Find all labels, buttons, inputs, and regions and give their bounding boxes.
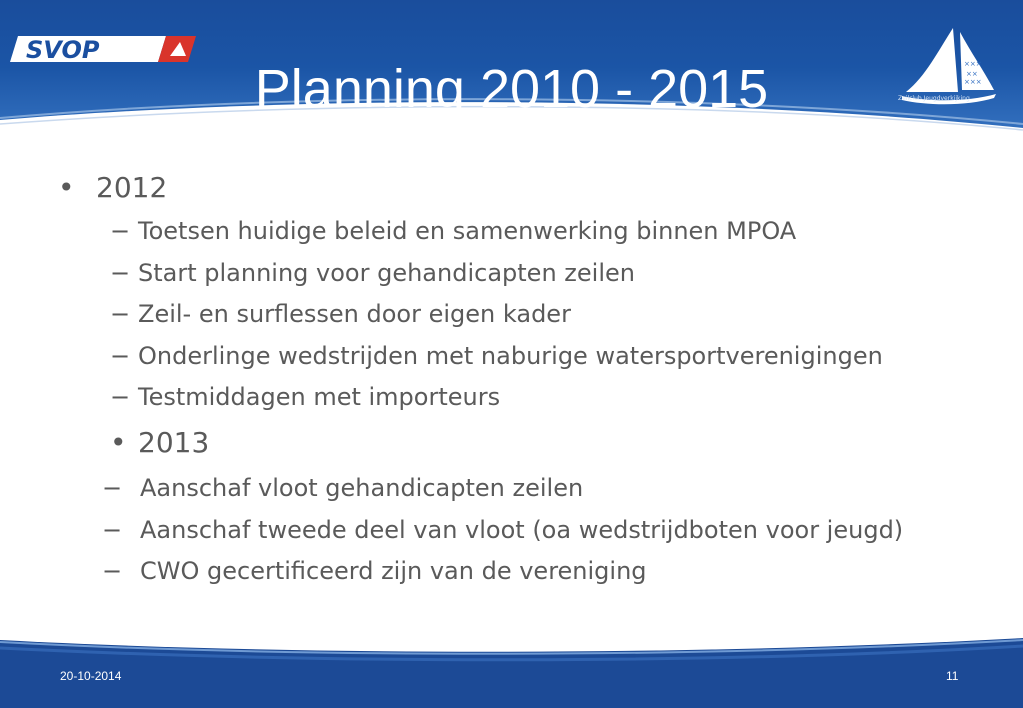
page-number: 11 bbox=[946, 669, 959, 683]
list-item-text: Start planning voor gehandicapten zeilen bbox=[138, 259, 635, 287]
page-title: Planning 2010 - 2015 bbox=[254, 59, 769, 119]
bullet-marker: • bbox=[58, 171, 75, 204]
list-item bbox=[110, 426, 209, 459]
dash-marker: − bbox=[102, 557, 123, 585]
list-item-text: CWO gecertificeerd zijn van de vereniging bbox=[140, 557, 647, 585]
list-item bbox=[110, 383, 500, 411]
dash-marker: − bbox=[110, 259, 131, 287]
list-item bbox=[110, 342, 883, 370]
list-item-text: Testmiddagen met importeurs bbox=[138, 383, 501, 411]
svop-logo-text: SVOP bbox=[26, 36, 100, 64]
bullet-marker: • bbox=[110, 426, 127, 459]
footer-date: 20-10-2014 bbox=[60, 669, 122, 683]
bullet-list bbox=[0, 150, 1023, 630]
sail-logo bbox=[898, 26, 998, 106]
list-item-text: Onderlinge wedstrijden met naburige watersportverenigingen bbox=[138, 342, 883, 370]
dash-marker: − bbox=[102, 516, 123, 544]
list-item bbox=[110, 259, 635, 287]
list-item bbox=[110, 217, 796, 245]
svg-text:××: ×× bbox=[966, 70, 978, 78]
sail-logo-caption: Zeilclub Jeugdverkijking bbox=[898, 95, 970, 102]
list-item-text: Zeil- en surflessen door eigen kader bbox=[138, 300, 571, 328]
list-item-text: 2013 bbox=[138, 426, 210, 459]
dash-marker: − bbox=[110, 217, 131, 245]
list-item-text: Toetsen huidige beleid en samenwerking binnen MPOA bbox=[138, 217, 797, 245]
list-item bbox=[102, 474, 583, 502]
footer-swoosh-decoration bbox=[0, 630, 1023, 708]
list-item-text: Aanschaf vloot gehandicapten zeilen bbox=[140, 474, 584, 502]
dash-marker: − bbox=[110, 383, 131, 411]
list-item bbox=[58, 171, 167, 204]
svg-text:×××: ××× bbox=[964, 78, 982, 86]
svg-text:×××: ××× bbox=[964, 60, 982, 68]
dash-marker: − bbox=[102, 474, 123, 502]
list-item-text: 2012 bbox=[96, 171, 168, 204]
list-item bbox=[110, 300, 571, 328]
slide-header bbox=[0, 0, 1023, 150]
dash-marker: − bbox=[110, 300, 131, 328]
list-item bbox=[102, 516, 903, 544]
list-item-text: Aanschaf tweede deel van vloot (oa wedstrijdboten voor jeugd) bbox=[140, 516, 904, 544]
slide-footer bbox=[0, 630, 1023, 708]
list-item bbox=[102, 557, 647, 585]
dash-marker: − bbox=[110, 342, 131, 370]
